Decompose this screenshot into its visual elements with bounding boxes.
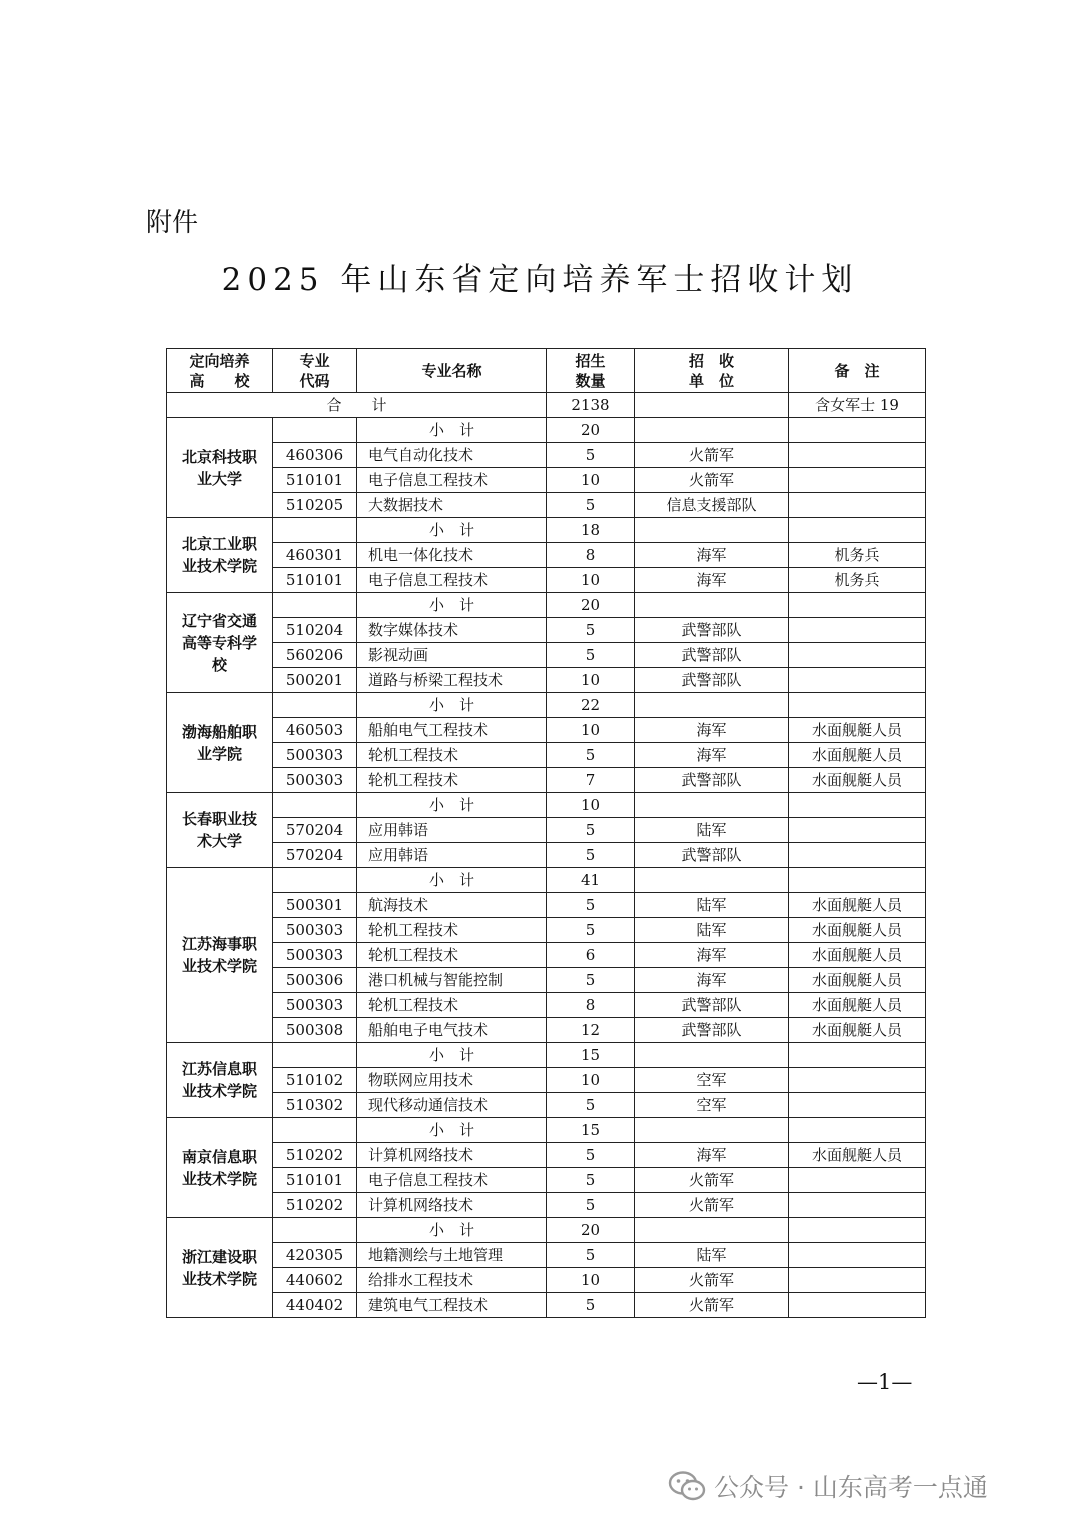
subtotal-count: 41 (547, 868, 635, 893)
enroll-count: 5 (547, 843, 635, 868)
subtotal-row (167, 518, 926, 543)
major-code: 500301 (273, 893, 357, 918)
major-name: 影视动画 (357, 643, 547, 668)
major-name: 轮机工程技术 (357, 768, 547, 793)
table-row (167, 718, 926, 743)
major-code: 510101 (273, 568, 357, 593)
subtotal-remark (789, 693, 926, 718)
recruit-unit: 火箭军 (635, 468, 789, 493)
total-row (167, 393, 926, 418)
remark (789, 1093, 926, 1118)
subtotal-remark (789, 1043, 926, 1068)
remark (789, 443, 926, 468)
table-row (167, 1143, 926, 1168)
remark (789, 1268, 926, 1293)
major-code: 440402 (273, 1293, 357, 1318)
enroll-count: 10 (547, 1268, 635, 1293)
major-code: 510204 (273, 618, 357, 643)
remark: 水面舰艇人员 (789, 943, 926, 968)
table-row (167, 543, 926, 568)
school-name: 浙江建设职业技术学院 (167, 1218, 273, 1318)
major-code: 500308 (273, 1018, 357, 1043)
major-name: 道路与桥梁工程技术 (357, 668, 547, 693)
school-name: 长春职业技术大学 (167, 793, 273, 868)
major-name: 船舶电子电气技术 (357, 1018, 547, 1043)
subtotal-label: 小 计 (357, 1043, 547, 1068)
recruit-unit: 信息支援部队 (635, 493, 789, 518)
major-name: 应用韩语 (357, 843, 547, 868)
subtotal-row (167, 868, 926, 893)
table-row (167, 993, 926, 1018)
school-name: 江苏海事职业技术学院 (167, 868, 273, 1043)
table-row (167, 1093, 926, 1118)
recruit-unit: 海军 (635, 718, 789, 743)
major-name: 物联网应用技术 (357, 1068, 547, 1093)
remark (789, 643, 926, 668)
major-name: 计算机网络技术 (357, 1193, 547, 1218)
table-row (167, 568, 926, 593)
table-row (167, 1293, 926, 1318)
recruit-unit: 海军 (635, 943, 789, 968)
remark (789, 468, 926, 493)
enroll-count: 12 (547, 1018, 635, 1043)
enroll-count: 5 (547, 818, 635, 843)
recruit-unit: 火箭军 (635, 1268, 789, 1293)
subtotal-label: 小 计 (357, 693, 547, 718)
enroll-count: 5 (547, 1168, 635, 1193)
enroll-count: 5 (547, 743, 635, 768)
remark (789, 1193, 926, 1218)
remark (789, 668, 926, 693)
subtotal-code (273, 518, 357, 543)
major-name: 电气自动化技术 (357, 443, 547, 468)
subtotal-count: 20 (547, 1218, 635, 1243)
subtotal-remark (789, 593, 926, 618)
subtotal-code (273, 793, 357, 818)
major-code: 510102 (273, 1068, 357, 1093)
major-code: 510101 (273, 1168, 357, 1193)
table-row (167, 818, 926, 843)
enroll-count: 5 (547, 1293, 635, 1318)
recruit-unit: 武警部队 (635, 618, 789, 643)
header-remark: 备 注 (789, 349, 926, 393)
remark: 水面舰艇人员 (789, 993, 926, 1018)
major-code: 500201 (273, 668, 357, 693)
recruit-unit: 陆军 (635, 918, 789, 943)
remark: 机务兵 (789, 543, 926, 568)
enroll-count: 10 (547, 718, 635, 743)
enroll-count: 5 (547, 618, 635, 643)
table-row (167, 1168, 926, 1193)
subtotal-code (273, 418, 357, 443)
table-row (167, 618, 926, 643)
remark (789, 618, 926, 643)
watermark-text: 公众号 · 山东高考一点通 (714, 1473, 988, 1502)
header-unit: 招 收 单 位 (635, 349, 789, 393)
table-row (167, 743, 926, 768)
major-name: 数字媒体技术 (357, 618, 547, 643)
recruit-unit: 陆军 (635, 1243, 789, 1268)
subtotal-count: 15 (547, 1118, 635, 1143)
major-code: 560206 (273, 643, 357, 668)
remark (789, 818, 926, 843)
subtotal-unit (635, 418, 789, 443)
subtotal-row (167, 1218, 926, 1243)
recruit-unit: 火箭军 (635, 443, 789, 468)
enroll-count: 10 (547, 1068, 635, 1093)
major-code: 510202 (273, 1143, 357, 1168)
major-name: 给排水工程技术 (357, 1268, 547, 1293)
subtotal-unit (635, 518, 789, 543)
subtotal-unit (635, 1118, 789, 1143)
remark (789, 1243, 926, 1268)
remark: 水面舰艇人员 (789, 718, 926, 743)
header-school: 定向培养 高 校 (167, 349, 273, 393)
recruit-unit: 海军 (635, 743, 789, 768)
table-row (167, 943, 926, 968)
table-row (167, 443, 926, 468)
subtotal-label: 小 计 (357, 793, 547, 818)
table-row (167, 643, 926, 668)
school-name: 北京工业职业技术学院 (167, 518, 273, 593)
major-name: 轮机工程技术 (357, 943, 547, 968)
subtotal-count: 18 (547, 518, 635, 543)
school-name: 江苏信息职业技术学院 (167, 1043, 273, 1118)
subtotal-count: 15 (547, 1043, 635, 1068)
subtotal-label: 小 计 (357, 868, 547, 893)
enroll-count: 5 (547, 443, 635, 468)
major-code: 510205 (273, 493, 357, 518)
subtotal-unit (635, 793, 789, 818)
major-code: 500303 (273, 743, 357, 768)
remark: 机务兵 (789, 568, 926, 593)
major-code: 460503 (273, 718, 357, 743)
subtotal-unit (635, 1043, 789, 1068)
major-name: 计算机网络技术 (357, 1143, 547, 1168)
table-row (167, 1018, 926, 1043)
major-code: 500303 (273, 768, 357, 793)
subtotal-count: 20 (547, 593, 635, 618)
major-code: 500303 (273, 943, 357, 968)
school-name: 北京科技职业大学 (167, 418, 273, 518)
remark (789, 1293, 926, 1318)
subtotal-remark (789, 868, 926, 893)
major-name: 轮机工程技术 (357, 918, 547, 943)
header-code: 专业 代码 (273, 349, 357, 393)
school-name: 南京信息职业技术学院 (167, 1118, 273, 1218)
major-code: 570204 (273, 843, 357, 868)
subtotal-remark (789, 518, 926, 543)
major-code: 500303 (273, 918, 357, 943)
subtotal-count: 10 (547, 793, 635, 818)
remark: 水面舰艇人员 (789, 968, 926, 993)
table-row (167, 668, 926, 693)
enroll-count: 7 (547, 768, 635, 793)
subtotal-code (273, 1118, 357, 1143)
table-row (167, 768, 926, 793)
remark: 水面舰艇人员 (789, 1018, 926, 1043)
recruit-unit: 海军 (635, 568, 789, 593)
recruit-unit: 武警部队 (635, 1018, 789, 1043)
remark: 水面舰艇人员 (789, 768, 926, 793)
total-label: 合 计 (167, 393, 547, 418)
subtotal-count: 22 (547, 693, 635, 718)
major-code: 510202 (273, 1193, 357, 1218)
recruit-unit: 海军 (635, 543, 789, 568)
recruit-unit: 武警部队 (635, 843, 789, 868)
enroll-count: 5 (547, 918, 635, 943)
subtotal-row (167, 793, 926, 818)
total-unit (635, 393, 789, 418)
document-title: 2025 年山东省定向培养军士招收计划 (221, 262, 859, 298)
major-code: 440602 (273, 1268, 357, 1293)
table-header-row (167, 349, 926, 393)
recruit-unit: 武警部队 (635, 643, 789, 668)
subtotal-code (273, 593, 357, 618)
subtotal-label: 小 计 (357, 518, 547, 543)
subtotal-label: 小 计 (357, 593, 547, 618)
attachment-label: 附件 (146, 208, 199, 238)
subtotal-code (273, 1218, 357, 1243)
enroll-count: 10 (547, 468, 635, 493)
school-name: 渤海船舶职业学院 (167, 693, 273, 793)
enroll-count: 5 (547, 1243, 635, 1268)
recruit-unit: 武警部队 (635, 768, 789, 793)
subtotal-row (167, 1043, 926, 1068)
subtotal-remark (789, 418, 926, 443)
subtotal-label: 小 计 (357, 1118, 547, 1143)
subtotal-remark (789, 793, 926, 818)
subtotal-unit (635, 868, 789, 893)
major-name: 电子信息工程技术 (357, 468, 547, 493)
subtotal-count: 20 (547, 418, 635, 443)
subtotal-label: 小 计 (357, 1218, 547, 1243)
enroll-count: 5 (547, 1093, 635, 1118)
major-name: 电子信息工程技术 (357, 568, 547, 593)
major-name: 轮机工程技术 (357, 993, 547, 1018)
major-code: 500303 (273, 993, 357, 1018)
watermark (668, 1466, 988, 1506)
total-count: 2138 (547, 393, 635, 418)
subtotal-label: 小 计 (357, 418, 547, 443)
table-row (167, 1068, 926, 1093)
table-row (167, 468, 926, 493)
recruit-unit: 陆军 (635, 818, 789, 843)
enroll-count: 10 (547, 568, 635, 593)
enroll-count: 10 (547, 668, 635, 693)
page-number: —1— (857, 1370, 913, 1394)
remark (789, 493, 926, 518)
subtotal-row (167, 418, 926, 443)
subtotal-unit (635, 593, 789, 618)
enroll-count: 5 (547, 1193, 635, 1218)
remark (789, 843, 926, 868)
recruit-unit: 火箭军 (635, 1293, 789, 1318)
subtotal-remark (789, 1118, 926, 1143)
major-code: 510302 (273, 1093, 357, 1118)
table-row (167, 843, 926, 868)
table-row (167, 1243, 926, 1268)
recruitment-plan-table (166, 348, 926, 1318)
major-name: 应用韩语 (357, 818, 547, 843)
major-code: 460301 (273, 543, 357, 568)
recruit-unit: 空军 (635, 1068, 789, 1093)
major-name: 电子信息工程技术 (357, 1168, 547, 1193)
enroll-count: 5 (547, 493, 635, 518)
recruit-unit: 空军 (635, 1093, 789, 1118)
enroll-count: 8 (547, 993, 635, 1018)
subtotal-row (167, 593, 926, 618)
subtotal-remark (789, 1218, 926, 1243)
total-remark: 含女军士 19 (789, 393, 926, 418)
major-code: 460306 (273, 443, 357, 468)
major-name: 船舶电气工程技术 (357, 718, 547, 743)
enroll-count: 6 (547, 943, 635, 968)
recruit-unit: 火箭军 (635, 1168, 789, 1193)
table-row (167, 968, 926, 993)
recruit-unit: 陆军 (635, 893, 789, 918)
school-name: 辽宁省交通高等专科学校 (167, 593, 273, 693)
enroll-count: 8 (547, 543, 635, 568)
table-row (167, 893, 926, 918)
major-name: 地籍测绘与土地管理 (357, 1243, 547, 1268)
major-code: 510101 (273, 468, 357, 493)
table-row (167, 1193, 926, 1218)
remark: 水面舰艇人员 (789, 918, 926, 943)
table-row (167, 1268, 926, 1293)
remark (789, 1168, 926, 1193)
subtotal-row (167, 693, 926, 718)
remark: 水面舰艇人员 (789, 743, 926, 768)
subtotal-code (273, 693, 357, 718)
subtotal-unit (635, 1218, 789, 1243)
major-name: 现代移动通信技术 (357, 1093, 547, 1118)
table-row (167, 493, 926, 518)
subtotal-unit (635, 693, 789, 718)
table-row (167, 918, 926, 943)
subtotal-code (273, 868, 357, 893)
recruit-unit: 火箭军 (635, 1193, 789, 1218)
major-name: 航海技术 (357, 893, 547, 918)
major-name: 机电一体化技术 (357, 543, 547, 568)
wechat-icon (668, 1470, 706, 1502)
recruit-unit: 海军 (635, 1143, 789, 1168)
header-major: 专业名称 (357, 349, 547, 393)
header-count: 招生 数量 (547, 349, 635, 393)
major-name: 建筑电气工程技术 (357, 1293, 547, 1318)
remark (789, 1068, 926, 1093)
remark: 水面舰艇人员 (789, 1143, 926, 1168)
subtotal-code (273, 1043, 357, 1068)
major-name: 大数据技术 (357, 493, 547, 518)
major-code: 420305 (273, 1243, 357, 1268)
major-code: 500306 (273, 968, 357, 993)
recruit-unit: 海军 (635, 968, 789, 993)
recruit-unit: 武警部队 (635, 993, 789, 1018)
remark: 水面舰艇人员 (789, 893, 926, 918)
major-code: 570204 (273, 818, 357, 843)
enroll-count: 5 (547, 643, 635, 668)
major-name: 港口机械与智能控制 (357, 968, 547, 993)
subtotal-row (167, 1118, 926, 1143)
enroll-count: 5 (547, 968, 635, 993)
recruit-unit: 武警部队 (635, 668, 789, 693)
enroll-count: 5 (547, 1143, 635, 1168)
major-name: 轮机工程技术 (357, 743, 547, 768)
enroll-count: 5 (547, 893, 635, 918)
